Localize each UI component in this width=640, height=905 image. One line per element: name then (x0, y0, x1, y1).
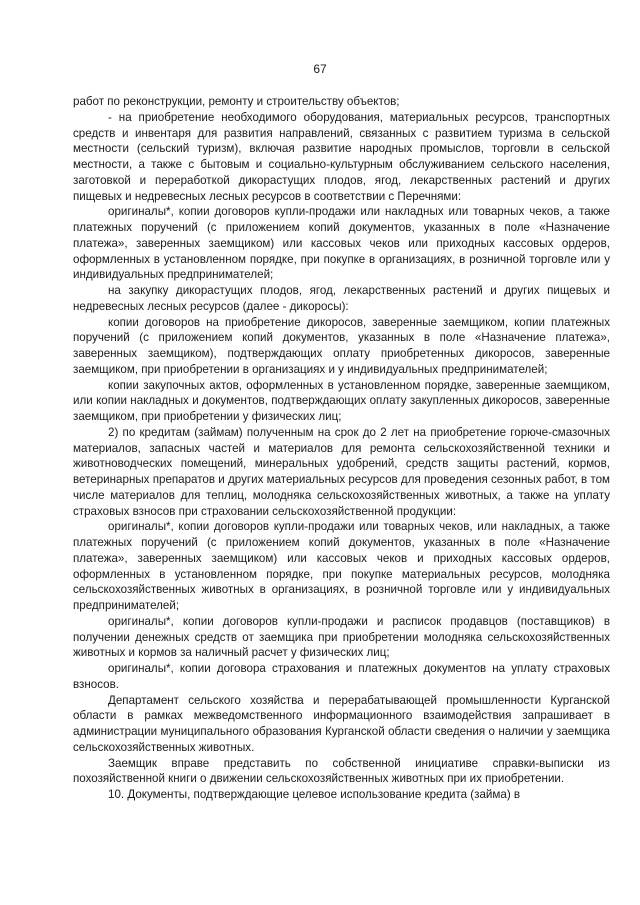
paragraph: оригиналы*, копии договоров купли-продажи и расписок продавцов (поставщиков) в получении денежных средств от заемщика при приобретении молодняка сельскохозяйственных животных и кормов за наличный расчет у физических лиц; (73, 614, 610, 660)
document-body (73, 94, 610, 803)
paragraph: на закупку дикорастущих плодов, ягод, лекарственных растений и других пищевых и недревесных лесных ресурсов (далее - дикоросы): (73, 284, 610, 313)
paragraph: копии закупочных актов, оформленных в установленном порядке, заверенные заемщиком, или копии накладных и документов, подтверждающих оплату закупленных дикоросов, заверенные заемщиком, при приобретении у физических лиц; (73, 378, 610, 423)
paragraph: оригиналы*, копии договора страхования и платежных документов на уплату страховых взносов. (73, 662, 610, 691)
paragraph: Заемщик вправе представить по собственной инициативе справки-выписки из похозяйственной книги о движении сельскохозяйственных животных при их приобретении. (73, 756, 610, 786)
paragraph: оригиналы*, копии договоров купли-продажи или накладных или товарных чеков, а также платежных поручений (с приложением копий документов, указанных в поле «Назначение платежа», заверенных заемщиком) или кассовых чеков или приходных кассовых ордеров, оформленных в установленном порядке, при покупке в организациях, в розничной торговле или у индивидуальных предпринимателей; (73, 205, 610, 282)
paragraph: 2) по кредитам (займам) полученным на срок до 2 лет на приобретение горюче-смазочных материалов, запасных частей и материалов для ремонта сельскохозяйственной техники и животноводческих помещений, минеральных удобрений, средств защиты растений, кормов, ветеринарных препаратов и других материальных ресурсов для проведения сезонных работ, в том числе материалов для теплиц, молодняка сельскохозяйственных животных, а также на уплату страховых взносов при страховании сельскохозяйственной продукции: (73, 425, 610, 518)
paragraph: оригиналы*, копии договоров купли-продажи или товарных чеков, или накладных, а также платежных поручений (с приложением копий документов, указанных в поле «Назначение платежа», заверенных заемщиком) или кассовых чеков и приходных кассовых ордеров, оформленных в установленном порядке, при покупке материальных ресурсов, молодняка сельскохозяйственных животных в организациях, в розничной торговле или у индивидуальных предпринимателей; (73, 520, 610, 612)
paragraph: копии договоров на приобретение дикоросов, заверенные заемщиком, копии платежных поручений (с приложением копий документов, указанных в поле «Назначение платежа», заверенных заемщиком), подтверждающих оплату приобретенных дикоросов, заверенные заемщиком, при приобретении в организациях и у индивидуальных предпринимателей; (73, 315, 610, 376)
paragraph: работ по реконструкции, ремонту и строительству объектов; (73, 95, 400, 108)
paragraph: - на приобретение необходимого оборудования, материальных ресурсов, транспортных средств и инвентаря для развития направлений, связанных с развитием туризма в сельской местности (сельский туризм), включая развитие народных промыслов, торговли в сельской местности, а также с бытовым и социально-культурным обслуживанием сельского населения, заготовкой и переработкой дикорастущих плодов, ягод, лекарственных растений и других пищевых и недревесных лесных ресурсов в соответствии с Перечнями: (73, 110, 610, 203)
page-number: 67 (313, 62, 327, 76)
paragraph: Департамент сельского хозяйства и перерабатывающей промышленности Курганской области в рамках межведомственного информационного взаимодействия запрашивает в администрации муниципального образования Курганской области сведения о наличии у заемщика сельскохозяйственных животных. (73, 693, 610, 754)
paragraph: 10. Документы, подтверждающие целевое использование кредита (займа) в (108, 788, 521, 801)
